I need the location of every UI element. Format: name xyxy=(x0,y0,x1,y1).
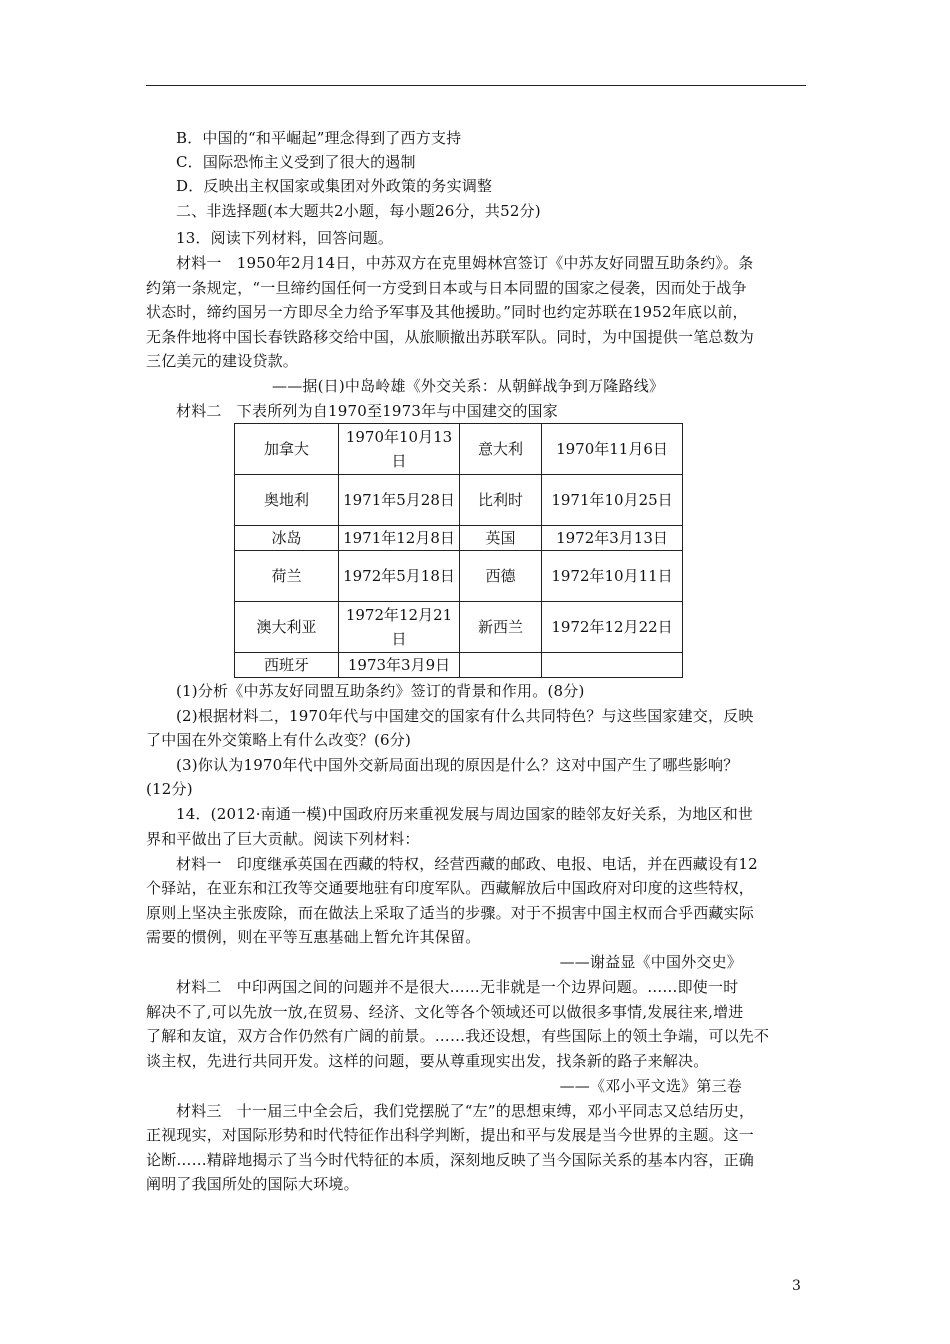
q14-material-2-line: 谈主权，先进行共同开发。这样的问题，要从尊重现实出发，找条新的路子来解决。 xyxy=(146,1052,709,1070)
table-cell: 1972年12月21日 xyxy=(339,602,460,653)
table-row xyxy=(235,602,683,653)
q13-sub-1: (1)分析《中苏友好同盟互助条约》签订的背景和作用。(8分) xyxy=(176,682,585,700)
q14-material-3-line: 正视现实，对国际形势和时代特征作出科学判断，提出和平与发展是当今世界的主题。这一 xyxy=(146,1126,755,1144)
q14-material-1-line: 原则上坚决主张废除，而在做法上采取了适当的步骤。对于不损害中国主权而合乎西藏实际 xyxy=(146,904,755,922)
table-cell: 1972年5月18日 xyxy=(339,551,460,602)
q13-sub-2-cont: 了中国在外交策略上有什么改变？(6分) xyxy=(146,731,412,749)
table-row xyxy=(235,424,683,475)
diplomatic-relations-table xyxy=(234,423,683,678)
table-cell xyxy=(460,653,542,678)
table-cell xyxy=(542,653,683,678)
table-row xyxy=(235,526,683,551)
q14-material-2-line: 材料二 中印两国之间的问题并不是很大……无非就是一个边界问题。……即使一时 xyxy=(176,978,739,996)
table-cell: 1971年10月25日 xyxy=(542,475,683,526)
table-row xyxy=(235,475,683,526)
material-1-line: 三亿美元的建设贷款。 xyxy=(146,352,299,370)
q14-material-2-source: ——《邓小平文选》第三卷 xyxy=(559,1077,742,1095)
material-1-line: 无条件地将中国长春铁路移交给中国，从旅顺撤出苏联军队。同时，为中国提供一笔总数为 xyxy=(146,328,755,346)
table-cell: 1972年3月13日 xyxy=(542,526,683,551)
table-cell: 英国 xyxy=(460,526,542,551)
page-number: 3 xyxy=(792,1278,801,1294)
q13-sub-3-cont: (12分) xyxy=(146,780,193,798)
q14-material-1-line: 需要的惯例，则在平等互惠基础上暂允许其保留。 xyxy=(146,928,481,946)
table-cell: 比利时 xyxy=(460,475,542,526)
q14-material-1-source: ——谢益显《中国外交史》 xyxy=(559,953,742,971)
table-cell: 加拿大 xyxy=(235,424,339,475)
table-cell: 1971年5月28日 xyxy=(339,475,460,526)
material-1-line: 约第一条规定，“一旦缔约国任何一方受到日本或与日本同盟的国家之侵袭，因而处于战争 xyxy=(146,279,747,297)
material-2-intro: 材料二 下表所列为自1970至1973年与中国建交的国家 xyxy=(176,402,558,420)
table-cell: 1973年3月9日 xyxy=(339,653,460,678)
table-row xyxy=(235,653,683,678)
option-d: D．反映出主权国家或集团对外政策的务实调整 xyxy=(176,177,493,195)
q14-material-1-line: 材料一 印度继承英国在西藏的特权，经营西藏的邮政、电报、电话，并在西藏设有12 xyxy=(176,855,758,873)
material-1-source: ——据(日)中岛岭雄《外交关系：从朝鲜战争到万隆路线》 xyxy=(272,377,665,395)
table-cell: 西德 xyxy=(460,551,542,602)
material-1-line: 材料一 1950年2月14日，中苏双方在克里姆林宫签订《中苏友好同盟互助条约》。条 xyxy=(176,254,754,272)
q13-sub-2: (2)根据材料二，1970年代与中国建交的国家有什么共同特色？与这些国家建交，反映 xyxy=(176,707,754,725)
table-cell: 意大利 xyxy=(460,424,542,475)
option-c: C．国际恐怖主义受到了很大的遏制 xyxy=(176,153,416,171)
table-cell: 新西兰 xyxy=(460,602,542,653)
question-14-stem: 14．(2012·南通一模)中国政府历来重视发展与周边国家的睦邻友好关系，为地区和世 xyxy=(176,805,754,823)
table-cell: 1972年12月22日 xyxy=(542,602,683,653)
table-cell: 1970年11月6日 xyxy=(542,424,683,475)
table-cell: 冰岛 xyxy=(235,526,339,551)
table-cell: 1971年12月8日 xyxy=(339,526,460,551)
q14-material-1-line: 个驿站，在亚东和江孜等交通要地驻有印度军队。西藏解放后中国政府对印度的这些特权， xyxy=(146,879,755,897)
table-cell: 1972年10月11日 xyxy=(542,551,683,602)
q14-material-2-line: 解决不了,可以先放一放,在贸易、经济、文化等各个领域还可以做很多事情,发展往来,增进 xyxy=(146,1003,744,1021)
table-cell: 荷兰 xyxy=(235,551,339,602)
q14-material-3-line: 阐明了我国所处的国际大环境。 xyxy=(146,1175,359,1193)
table-row xyxy=(235,551,683,602)
table-cell: 西班牙 xyxy=(235,653,339,678)
material-1-line: 状态时，缔约国另一方即尽全力给予军事及其他援助。”同时也约定苏联在1952年底以前， xyxy=(146,303,748,321)
option-b: B．中国的“和平崛起”理念得到了西方支持 xyxy=(176,129,462,147)
q14-material-3-line: 论断……精辟地揭示了当今时代特征的本质，深刻地反映了当今国际关系的基本内容，正确 xyxy=(146,1151,755,1169)
table-cell: 澳大利亚 xyxy=(235,602,339,653)
section-heading: 二、非选择题(本大题共2小题，每小题26分，共52分) xyxy=(176,202,541,220)
table-cell: 奥地利 xyxy=(235,475,339,526)
question-13-stem: 13．阅读下列材料，回答问题。 xyxy=(176,229,394,247)
q14-material-2-line: 了解和友谊，双方合作仍然有广阔的前景。……我还设想，有些国际上的领土争端，可以先不 xyxy=(146,1027,770,1045)
q13-sub-3: (3)你认为1970年代中国外交新局面出现的原因是什么？这对中国产生了哪些影响？ xyxy=(176,756,739,774)
header-rule xyxy=(146,85,806,86)
question-14-stem-cont: 界和平做出了巨大贡献。阅读下列材料： xyxy=(146,830,420,848)
q14-material-3-line: 材料三 十一届三中全会后，我们党摆脱了“左”的思想束缚，邓小平同志又总结历史， xyxy=(176,1102,755,1120)
table-cell: 1970年10月13日 xyxy=(339,424,460,475)
